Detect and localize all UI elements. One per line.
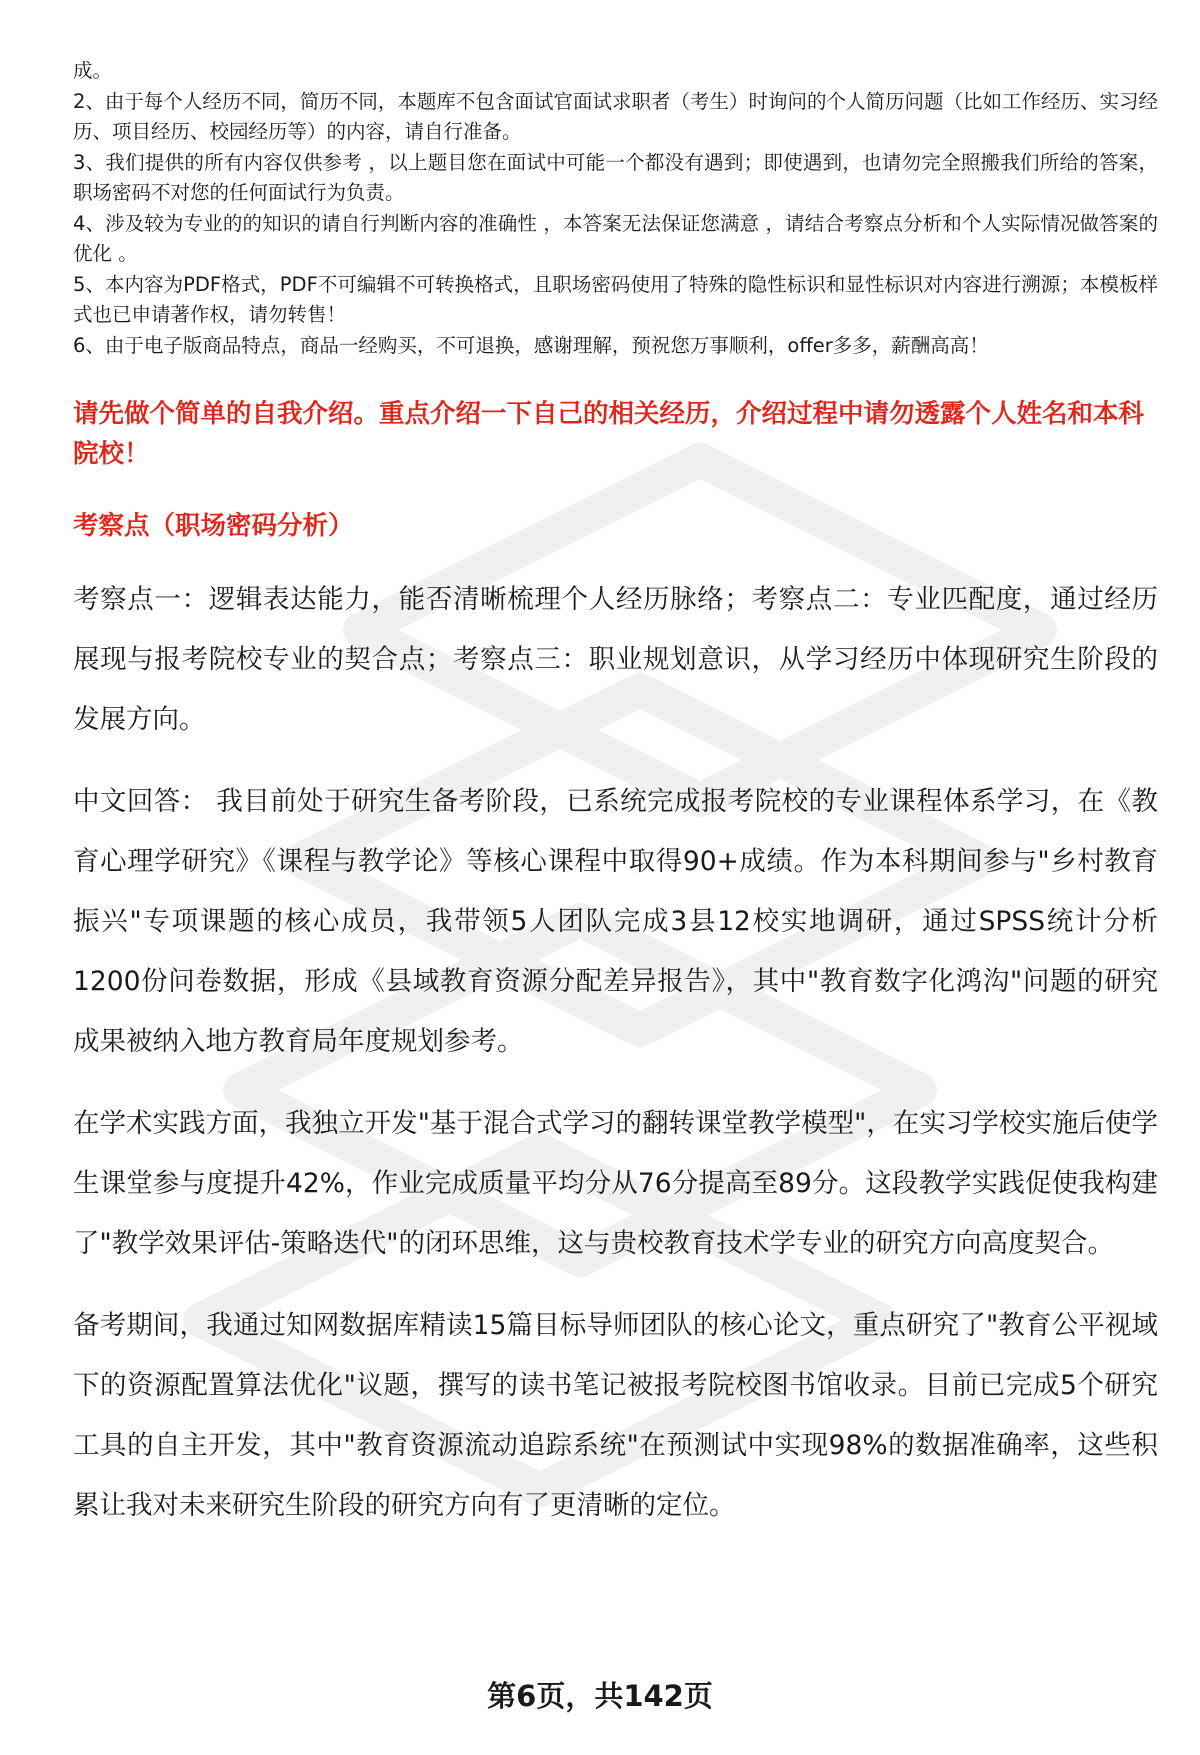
answer-paragraph: 在学术实践方面，我独立开发"基于混合式学习的翻转课堂教学模型"，在实习学校实施后使学生课堂参与度提升42%，作业完成质量平均分从76分提高至89分。这段教学实践促使我构建了"教学效果评估-策略迭代"的闭环思维，这与贵校教育技术学专业的研究方向高度契合。 <box>73 1108 1158 1259</box>
note-item: 成。 <box>73 59 113 82</box>
interview-question: 请先做个简单的自我介绍。重点介绍一下自己的相关经历，介绍过程中请勿透露个人姓名和本科院校！ <box>73 399 1145 469</box>
note-item: 2、由于每个人经历不同，简历不同，本题库不包含面试官面试求职者（考生）时询问的个人简历问题（比如工作经历、实习经历、项目经历、校园经历等）的内容，请自行准备。 <box>73 89 1158 143</box>
answer-paragraph: 备考期间，我通过知网数据库精读15篇目标导师团队的核心论文，重点研究了"教育公平视域下的资源配置算法优化"议题，撰写的读书笔记被报考院校图书馆收录。目前已完成5个研究工具的自主开发，其中"教育资源流动追踪系统"在预测试中实现98%的数据准确率，这些积累让我对未来研究生阶段的研究方向有了更清晰的定位。 <box>73 1310 1158 1521</box>
notes-list <box>73 56 1158 361</box>
answer-paragraph: 中文回答： 我目前处于研究生备考阶段，已系统完成报考院校的专业课程体系学习，在《教育心理学研究》《课程与教学论》等核心课程中取得90+成绩。作为本科期间参与"乡村教育振兴"专项课题的核心成员，我带领5人团队完成3县12校实地调研，通过SPSS统计分析1200份问卷数据，形成《县域教育资源分配差异报告》，其中"教育数字化鸿沟"问题的研究成果被纳入地方教育局年度规划参考。 <box>73 786 1158 1057</box>
assessment-text: 考察点一：逻辑表达能力，能否清晰梳理个人经历脉络；考察点二：专业匹配度，通过经历展现与报考院校专业的契合点；考察点三：职业规划意识，从学习经历中体现研究生阶段的发展方向。 <box>73 584 1158 735</box>
page-number: 第6页，共142页 <box>487 1679 713 1713</box>
note-item: 5、本内容为PDF格式，PDF不可编辑不可转换格式，且职场密码使用了特殊的隐性标识和显性标识对内容进行溯源；本模板样式也已申请著作权，请勿转售！ <box>73 272 1158 326</box>
section-title: 考察点（职场密码分析） <box>73 511 354 541</box>
note-item: 6、由于电子版商品特点，商品一经购买，不可退换，感谢理解，预祝您万事顺利，offer多多，薪酬高高！ <box>73 333 989 357</box>
note-item: 3、我们提供的所有内容仅供参考 ，以上题目您在面试中可能一个都没有遇到；即使遇到，也请勿完全照搬我们所给的答案，职场密码不对您的任何面试行为负责。 <box>73 150 1158 204</box>
document-page <box>73 56 1158 1536</box>
note-item: 4、涉及较为专业的的知识的请自行判断内容的准确性 ，本答案无法保证您满意 ，请结合考察点分析和个人实际情况做答案的优化 。 <box>73 211 1158 265</box>
